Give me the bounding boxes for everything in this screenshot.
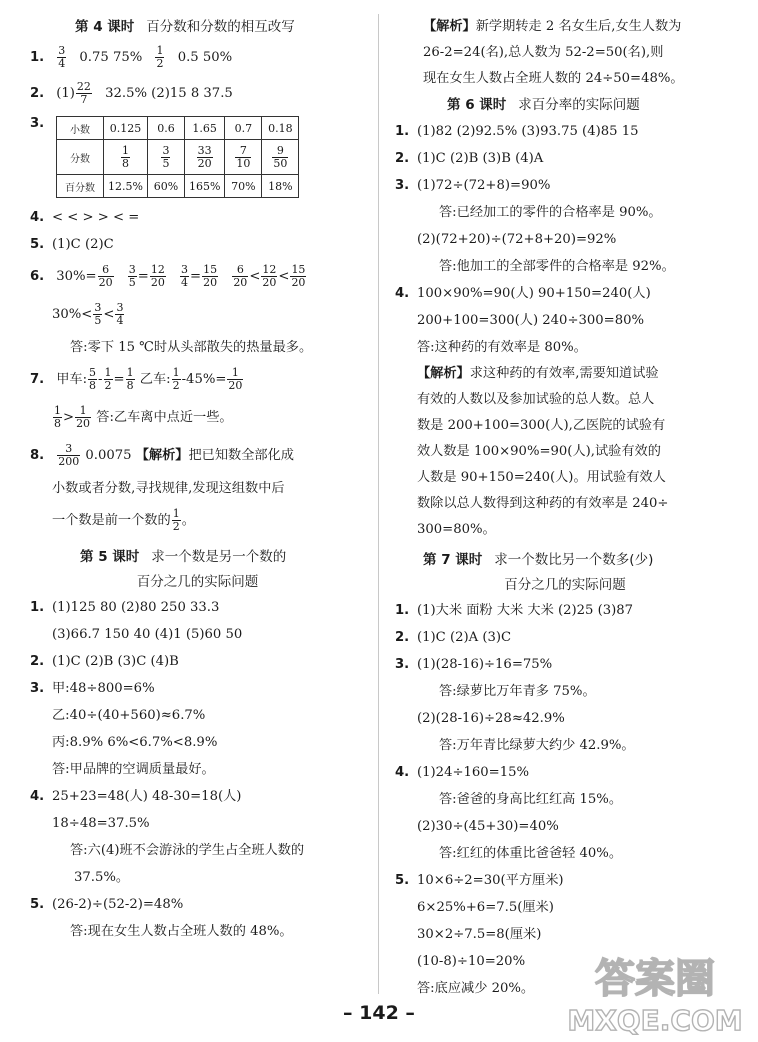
explanation-line: 有效的人数以及参加试验的总人数。总人 [417, 392, 655, 407]
l4-q8-line3: 一个数是前一个数的 $\frac{1}{2}$ 。 [52, 507, 195, 533]
l6-q1: 1. (1)82 (2)92.5% (3)93.75 (4)85 15 [395, 124, 639, 139]
watermark-text-top: 答案圈 [595, 956, 715, 1002]
l4-q3: 3. 小数 0.125 0.6 1.65 0.7 0.18 分数 $\frac{1}{8}$ $\frac{3}{5}$ $\frac{33}{20}$ $\frac{7}{10}$ $\frac{9}{50}$ 百分数 12.5% 60% 165% 70% 18% [30, 116, 365, 198]
l5-q4-answer-cont: 37.5%。 [74, 870, 130, 885]
column-divider [378, 14, 379, 994]
l7-q4-line3: (2)30÷(45+30)=40% [417, 819, 559, 834]
fraction: $\frac{22}{7}$ [76, 80, 91, 106]
l5-q5-line1: 5. (26-2)÷(52-2)=48% [30, 897, 184, 912]
lesson-5-heading: 第 5 课时 求一个数是另一个数的 [80, 549, 287, 565]
fraction: $\frac{1}{2}$ [156, 44, 164, 70]
lesson-5-subtitle: 百分之几的实际问题 [136, 574, 259, 590]
l7-q4-line1: 4. (1)24÷160=15% [395, 765, 530, 780]
l7-q3-answer1: 答:绿萝比万年青多 75%。 [439, 684, 596, 699]
table-row: 百分数 12.5% 60% 165% 70% 18% [57, 175, 299, 198]
l4-q6-line2: 30%< $\frac{3}{5}$ < $\frac{3}{4}$ [52, 301, 124, 327]
conversion-table [56, 116, 299, 198]
l6-q4-explanation: 【解析】求这种药的有效率,需要知道试验 [417, 366, 659, 381]
watermark-logo [560, 950, 750, 1036]
l4-q8-line2: 小数或者分数,寻找规律,发现这组数中后 [52, 481, 285, 496]
page-number: – 142 – [343, 1002, 415, 1024]
l6-q4-line2: 200+100=300(人) 240÷300=80% [417, 313, 645, 328]
l7-q3-answer2: 答:万年青比绿萝大约少 42.9%。 [439, 738, 635, 753]
lesson-6-heading: 第 6 课时 求百分率的实际问题 [447, 97, 640, 113]
l6-q3-line1: 3. (1)72÷(72+8)=90% [395, 178, 551, 193]
explanation-line: 数除以总人数得到这种药的有效率是 240÷ [417, 496, 669, 511]
left-column [30, 14, 365, 945]
l4-q6-answer: 答:零下 15 ℃时从头部散失的热量最多。 [70, 340, 313, 355]
l6-q4-line1: 4. 100×90%=90(人) 90+150=240(人) [395, 286, 651, 301]
watermark-text-bottom: MXQE.COM [567, 1004, 743, 1036]
l6-q4-answer: 答:这种药的有效率是 80%。 [417, 340, 587, 355]
l7-q5-answer: 答:底应减少 20%。 [417, 981, 535, 996]
l5-q5-explanation-l3: 现在女生人数占全班人数的 24÷50=48%。 [423, 71, 684, 86]
l5-q4-line2: 18÷48=37.5% [52, 816, 150, 831]
l5-q2: 2. (1)C (2)B (3)C (4)B [30, 654, 179, 669]
l4-q6-line1: 6. 30%= $\frac{6}{20}$ $\frac{3}{5}$ = $\frac{12}{20}$ $\frac{3}{4}$ = $\frac{15}{20}$ $\frac{6}{20}$ < $\frac{12}{20}$ < $\frac{15}{20}$ [30, 263, 306, 289]
lesson-label: 第 4 课时 [75, 19, 135, 35]
l7-q5-line1: 5. 10×6÷2=30(平方厘米) [395, 873, 564, 888]
lesson-4-heading [30, 14, 365, 40]
l5-q4-answer: 答:六(4)班不会游泳的学生占全班人数的 [70, 843, 305, 858]
l5-q3-line2: 乙:40÷(40+560)≈6.7% [52, 708, 206, 723]
l4-q7-line2: $\frac{1}{8}$ > $\frac{1}{20}$ 答:乙车离中点近一些。 [54, 404, 233, 430]
l6-q3-answer2: 答:他加工的全部零件的合格率是 92%。 [439, 259, 675, 274]
lesson-title: 百分数和分数的相互改写 [146, 19, 295, 35]
fraction: $\frac{3}{4}$ [58, 44, 66, 70]
explanation-line: 数是 200+100=300(人),乙医院的试验有 [417, 418, 666, 433]
l5-q4-line1: 4. 25+23=48(人) 48-30=18(人) [30, 789, 242, 804]
l5-q1-line1: 1. (1)125 80 (2)80 250 33.3 [30, 600, 220, 615]
l5-q5-explanation-l2: 26-2=24(名),总人数为 52-2=50(名),则 [423, 45, 664, 60]
l7-q1: 1. (1)大米 面粉 大米 大米 (2)25 (3)87 [395, 603, 634, 618]
l7-q4-answer2: 答:红红的体重比爸爸轻 40%。 [439, 846, 623, 861]
explanation-line: 300=80%。 [417, 522, 496, 537]
l5-q3-line3: 丙:8.9% 6%<6.7%<8.9% [52, 735, 218, 750]
l7-q3-line1: 3. (1)(28-16)÷16=75% [395, 657, 553, 672]
l7-q5-line2: 6×25%+6=7.5(厘米) [417, 900, 554, 915]
l5-q1-line2: (3)66.7 150 40 (4)1 (5)60 50 [52, 627, 243, 642]
l4-q7-line1: 7. 甲车: $\frac{5}{8}$ - $\frac{1}{2}$ = $\frac{1}{8}$ 乙车: $\frac{1}{2}$ -45%= $\frac{1}{20}$ [30, 366, 243, 392]
l5-q3-line1: 3. 甲:48÷800=6% [30, 681, 155, 696]
l6-q3-line3: (2)(72+20)÷(72+8+20)=92% [417, 232, 617, 247]
l7-q4-answer1: 答:爸爸的身高比红红高 15%。 [439, 792, 623, 807]
l5-q5-answer: 答:现在女生人数占全班人数的 48%。 [70, 924, 293, 939]
lesson-7-subtitle: 百分之几的实际问题 [504, 577, 626, 593]
l5-q3-answer: 答:甲品牌的空调质量最好。 [52, 762, 215, 777]
explanation-line: 人数是 90+150=240(人)。用试验有效人 [417, 470, 666, 485]
l4-q1: 1. $\frac{3}{4}$ 0.75 75% $\frac{1}{2}$ 0.5 50% [30, 44, 233, 70]
l7-q2: 2. (1)C (2)A (3)C [395, 630, 512, 645]
l7-q3-line3: (2)(28-16)÷28≈42.9% [417, 711, 565, 726]
explanation-line: 效人数是 100×90%=90(人),试验有效的 [417, 444, 661, 459]
right-column [395, 14, 735, 1002]
l4-q8-line1: 8. $\frac{3}{200}$ 0.0075 【解析】把已知数全部化成 [30, 442, 294, 468]
table-row: 分数 $\frac{1}{8}$ $\frac{3}{5}$ $\frac{33}{20}$ $\frac{7}{10}$ $\frac{9}{50}$ [57, 140, 299, 175]
l7-q5-line3: 30×2÷7.5=8(厘米) [417, 927, 542, 942]
l6-q3-answer1: 答:已经加工的零件的合格率是 90%。 [439, 205, 662, 220]
l4-q2: 2. (1) $\frac{22}{7}$ 32.5% (2)15 8 37.5 [30, 80, 233, 106]
table-row: 小数 0.125 0.6 1.65 0.7 0.18 [57, 117, 299, 140]
l7-q5-line4: (10-8)÷10=20% [417, 954, 526, 969]
l5-q5-explanation: 【解析】新学期转走 2 名女生后,女生人数为 [423, 19, 682, 34]
l6-q2: 2. (1)C (2)B (3)B (4)A [395, 151, 544, 166]
l4-q5: 5. (1)C (2)C [30, 237, 114, 252]
l4-q4: 4. < < > > < = [30, 210, 140, 225]
lesson-7-heading: 第 7 课时 求一个数比另一个数多(少) [423, 552, 654, 568]
